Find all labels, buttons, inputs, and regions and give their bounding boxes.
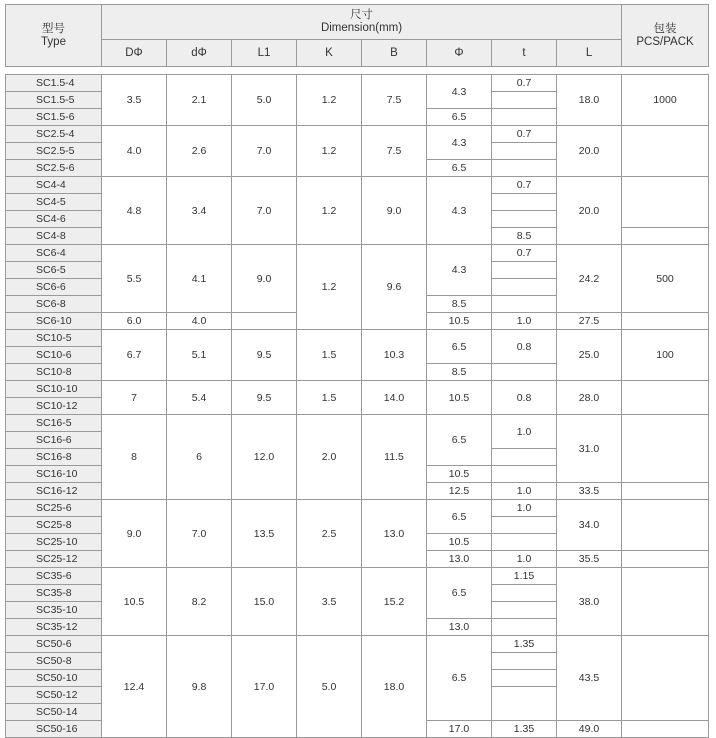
d-outer-cell: 7	[102, 381, 167, 415]
b-cell: 13.0	[362, 500, 427, 568]
d-outer-cell: 12.4	[102, 636, 167, 738]
pack-cell	[622, 483, 709, 500]
type-cell: SC50-12	[6, 687, 102, 704]
column-header: t	[492, 40, 557, 67]
pack-cell: 1000	[622, 75, 709, 126]
t-cell	[492, 143, 557, 160]
type-cell: SC6-5	[6, 262, 102, 279]
l-cell: 33.5	[557, 483, 622, 500]
l1-cell: 5.0	[232, 75, 297, 126]
pack-cell	[622, 636, 709, 721]
t-cell: 1.35	[492, 721, 557, 738]
d-outer-cell: 5.5	[102, 245, 167, 313]
t-cell: 0.7	[492, 126, 557, 143]
t-cell: 1.35	[492, 636, 557, 653]
type-cell: SC35-6	[6, 568, 102, 585]
d-inner-cell: 2.6	[167, 126, 232, 177]
phi-cell: 6.5	[427, 568, 492, 619]
d-inner-cell: 2.1	[167, 75, 232, 126]
l1-cell: 15.0	[232, 568, 297, 636]
phi-cell: 4.3	[427, 177, 492, 245]
t-cell: 0.8	[492, 381, 557, 415]
type-cell: SC4-4	[6, 177, 102, 194]
type-cell: SC6-10	[6, 313, 102, 330]
d-outer-cell: 8	[102, 415, 167, 500]
t-cell	[492, 160, 557, 177]
phi-cell: 6.5	[427, 636, 492, 721]
d-inner-cell: 5.4	[167, 381, 232, 415]
t-cell: 0.7	[492, 75, 557, 92]
pack-header	[622, 5, 709, 67]
k-cell: 1.2	[297, 126, 362, 177]
t-cell	[492, 687, 557, 721]
type-cell: SC10-8	[6, 364, 102, 381]
type-cell: SC4-6	[6, 211, 102, 228]
phi-cell: 8.5	[492, 228, 557, 245]
t-cell	[492, 534, 557, 551]
phi-cell: 6.5	[427, 330, 492, 364]
phi-cell: 6.5	[427, 160, 492, 177]
pack-cell	[622, 568, 709, 636]
type-cell: SC35-12	[6, 619, 102, 636]
table-row	[6, 381, 709, 398]
t-cell: 1.0	[492, 483, 557, 500]
d-inner-cell: 7.0	[167, 500, 232, 568]
d-inner-cell: 4.0	[167, 313, 232, 330]
k-cell: 2.0	[297, 415, 362, 500]
t-cell: 1.0	[492, 551, 557, 568]
l1-cell	[232, 313, 297, 330]
type-cell: SC35-10	[6, 602, 102, 619]
pack-cell	[622, 126, 709, 177]
type-cell: SC16-12	[6, 483, 102, 500]
l-cell: 34.0	[557, 500, 622, 551]
l-cell: 43.5	[557, 636, 622, 721]
b-cell: 18.0	[362, 636, 427, 738]
dimension-header	[102, 5, 622, 40]
type-cell: SC10-5	[6, 330, 102, 347]
t-cell	[492, 619, 557, 636]
phi-cell: 10.5	[427, 313, 492, 330]
t-cell	[492, 364, 557, 381]
phi-cell: 13.0	[427, 619, 492, 636]
d-inner-cell: 4.1	[167, 245, 232, 313]
t-cell	[492, 109, 557, 126]
type-cell: SC6-4	[6, 245, 102, 262]
l-cell: 49.0	[557, 721, 622, 738]
type-cell: SC16-10	[6, 466, 102, 483]
column-header: L	[557, 40, 622, 67]
l-cell: 20.0	[557, 126, 622, 177]
phi-cell: 10.5	[427, 534, 492, 551]
b-cell: 11.5	[362, 415, 427, 500]
type-cell: SC10-6	[6, 347, 102, 364]
type-cell: SC10-12	[6, 398, 102, 415]
table-row	[6, 75, 709, 92]
l-cell: 27.5	[557, 313, 622, 330]
t-cell	[492, 517, 557, 534]
t-cell	[492, 211, 557, 228]
l-cell: 24.2	[557, 245, 622, 313]
type-cell: SC50-8	[6, 653, 102, 670]
table-row	[6, 330, 709, 347]
l1-cell: 9.0	[232, 245, 297, 313]
l1-cell: 9.5	[232, 330, 297, 381]
spec-table-header	[5, 4, 709, 67]
l-cell: 31.0	[557, 415, 622, 483]
t-cell	[492, 653, 557, 670]
l-cell: 38.0	[557, 568, 622, 636]
pack-header-en: PCS/PACK	[636, 35, 694, 48]
l1-cell: 9.5	[232, 381, 297, 415]
l-cell: 20.0	[557, 177, 622, 245]
k-cell: 1.2	[297, 75, 362, 126]
t-cell	[492, 670, 557, 687]
dimension-header-en: Dimension(mm)	[320, 22, 403, 34]
column-header: dΦ	[167, 40, 232, 67]
phi-cell: 4.3	[427, 126, 492, 160]
t-cell: 1.15	[492, 568, 557, 585]
pack-cell: 500	[622, 245, 709, 313]
pack-cell: 100	[622, 330, 709, 381]
type-cell: SC25-12	[6, 551, 102, 568]
l1-cell: 7.0	[232, 126, 297, 177]
k-cell: 5.0	[297, 636, 362, 738]
d-outer-cell: 9.0	[102, 500, 167, 568]
d-inner-cell: 3.4	[167, 177, 232, 245]
b-cell: 7.5	[362, 75, 427, 126]
phi-cell: 6.5	[427, 109, 492, 126]
column-header: K	[297, 40, 362, 67]
phi-cell: 10.5	[427, 466, 492, 483]
t-cell	[622, 228, 709, 245]
k-cell: 1.5	[297, 330, 362, 381]
b-cell: 10.3	[362, 330, 427, 381]
type-cell: SC2.5-6	[6, 160, 102, 177]
t-cell	[492, 602, 557, 619]
type-cell: SC1.5-5	[6, 92, 102, 109]
phi-cell: 17.0	[427, 721, 492, 738]
t-cell: 1.0	[492, 415, 557, 449]
phi-cell: 10.5	[427, 381, 492, 415]
l1-cell: 17.0	[232, 636, 297, 738]
l-cell: 25.0	[557, 330, 622, 381]
t-cell	[492, 194, 557, 211]
t-cell	[492, 296, 557, 313]
l1-cell: 13.5	[232, 500, 297, 568]
b-cell: 9.0	[362, 177, 427, 245]
t-cell	[492, 279, 557, 296]
t-cell: 0.7	[492, 177, 557, 194]
type-cell: SC16-5	[6, 415, 102, 432]
t-cell: 1.0	[492, 500, 557, 517]
d-outer-cell: 3.5	[102, 75, 167, 126]
pack-cell	[622, 313, 709, 330]
d-inner-cell: 8.2	[167, 568, 232, 636]
type-cell: SC25-10	[6, 534, 102, 551]
type-cell: SC50-14	[6, 704, 102, 721]
l-cell: 18.0	[557, 75, 622, 126]
type-cell: SC25-6	[6, 500, 102, 517]
type-cell: SC2.5-4	[6, 126, 102, 143]
pack-cell	[622, 551, 709, 568]
table-row	[6, 415, 709, 432]
phi-cell: 8.5	[427, 364, 492, 381]
phi-cell: 4.3	[427, 245, 492, 296]
column-header: L1	[232, 40, 297, 67]
b-cell: 9.6	[362, 245, 427, 330]
type-cell: SC4-8	[6, 228, 102, 245]
b-cell: 7.5	[362, 126, 427, 177]
type-cell: SC1.5-4	[6, 75, 102, 92]
b-cell: 15.2	[362, 568, 427, 636]
dimension-header-cn: 尺寸	[350, 9, 374, 21]
table-row	[6, 500, 709, 517]
d-outer-cell: 10.5	[102, 568, 167, 636]
pack-header-cn: 包装	[653, 22, 677, 35]
k-cell: 2.5	[297, 500, 362, 568]
type-header	[6, 5, 102, 67]
type-cell: SC6-8	[6, 296, 102, 313]
k-cell: 1.2	[297, 245, 362, 330]
t-cell	[492, 262, 557, 279]
pack-cell	[622, 500, 709, 551]
t-cell	[492, 585, 557, 602]
type-cell: SC50-6	[6, 636, 102, 653]
d-outer-cell: 4.8	[102, 177, 167, 245]
type-cell: SC6-6	[6, 279, 102, 296]
table-row	[6, 568, 709, 585]
d-outer-cell: 6.0	[102, 313, 167, 330]
phi-cell: 4.3	[427, 75, 492, 109]
type-cell: SC4-5	[6, 194, 102, 211]
pack-cell	[622, 381, 709, 415]
phi-cell: 8.5	[427, 296, 492, 313]
d-outer-cell: 4.0	[102, 126, 167, 177]
b-cell: 14.0	[362, 381, 427, 415]
pack-cell	[622, 721, 709, 738]
k-cell: 3.5	[297, 568, 362, 636]
t-cell: 0.8	[492, 330, 557, 364]
pack-cell	[622, 415, 709, 483]
column-header: Φ	[427, 40, 492, 67]
column-header: DΦ	[102, 40, 167, 67]
table-row	[6, 177, 709, 194]
type-cell: SC50-16	[6, 721, 102, 738]
type-cell: SC35-8	[6, 585, 102, 602]
type-cell: SC50-10	[6, 670, 102, 687]
type-cell: SC25-8	[6, 517, 102, 534]
k-cell: 1.2	[297, 177, 362, 245]
l-cell: 35.5	[557, 551, 622, 568]
type-header-cn: 型号	[42, 22, 65, 35]
type-cell: SC16-6	[6, 432, 102, 449]
d-inner-cell: 9.8	[167, 636, 232, 738]
phi-cell: 6.5	[427, 415, 492, 466]
phi-cell: 6.5	[427, 500, 492, 534]
d-outer-cell: 6.7	[102, 330, 167, 381]
phi-cell: 13.0	[427, 551, 492, 568]
spec-table-body	[5, 74, 709, 738]
k-cell: 1.5	[297, 381, 362, 415]
type-cell: SC2.5-5	[6, 143, 102, 160]
l1-cell: 7.0	[232, 177, 297, 245]
table-row	[6, 636, 709, 653]
type-header-en: Type	[41, 35, 66, 48]
table-row	[6, 245, 709, 262]
phi-cell: 12.5	[427, 483, 492, 500]
d-inner-cell: 5.1	[167, 330, 232, 381]
type-cell: SC1.5-6	[6, 109, 102, 126]
type-cell: SC16-8	[6, 449, 102, 466]
d-inner-cell: 6	[167, 415, 232, 500]
table-row	[6, 126, 709, 143]
t-cell	[492, 449, 557, 466]
t-cell	[492, 466, 557, 483]
type-cell: SC10-10	[6, 381, 102, 398]
l-cell: 28.0	[557, 381, 622, 415]
t-cell	[492, 92, 557, 109]
l1-cell: 12.0	[232, 415, 297, 500]
pack-cell	[622, 177, 709, 228]
column-header: B	[362, 40, 427, 67]
t-cell: 0.7	[492, 245, 557, 262]
t-cell: 1.0	[492, 313, 557, 330]
